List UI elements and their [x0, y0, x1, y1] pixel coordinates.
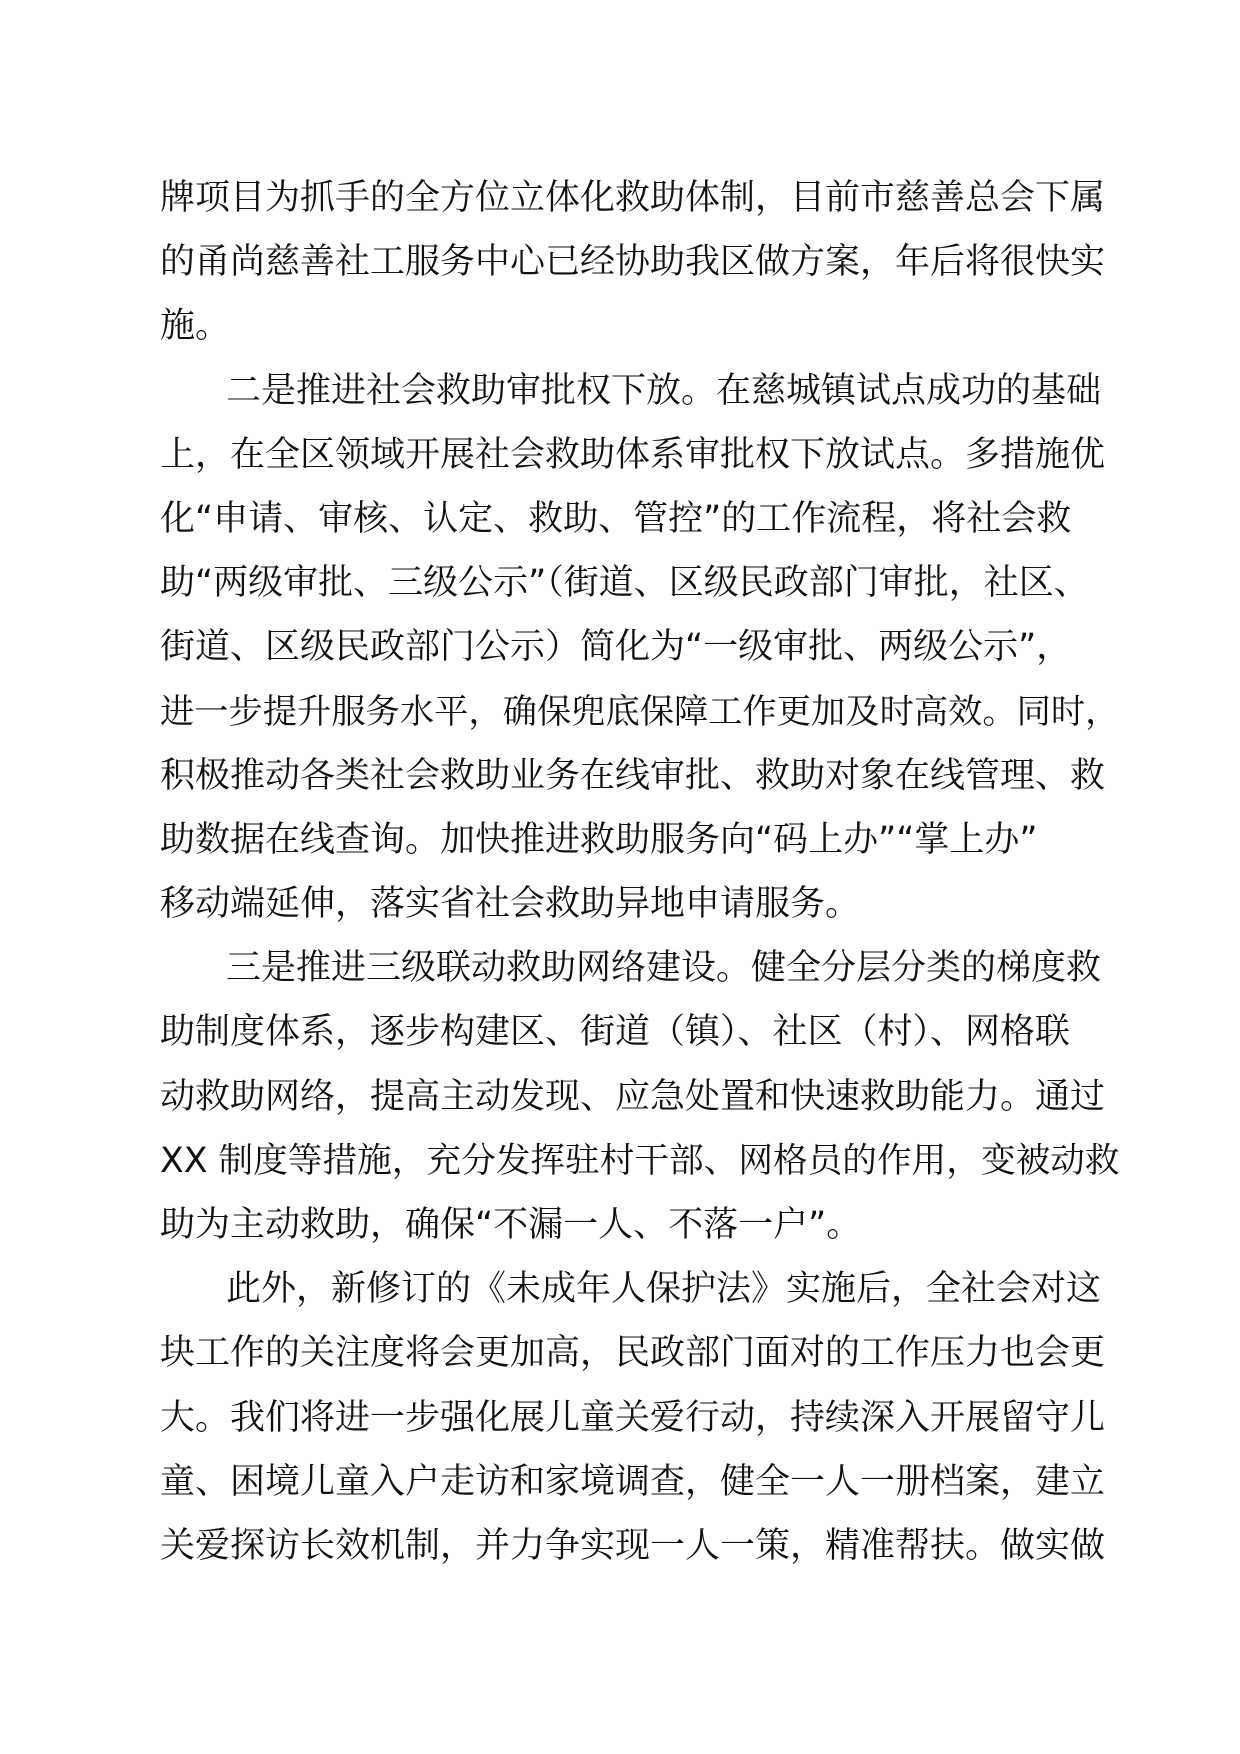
text-line: 上，在全区领域开展社会救助体系审批权下放试点。多措施优	[160, 434, 1106, 475]
text-line: XX 制度等措施，充分发挥驻村干部、网格员的作用，变被动救	[160, 1140, 1120, 1181]
text-line: 块工作的关注度将会更加高，民政部门面对的工作压力也会更	[160, 1333, 1106, 1374]
text-line: 助制度体系，逐步构建区、街道（镇）、社区（村）、网格联	[160, 1012, 1071, 1053]
text-line: 三是推进三级联动救助网络建设。健全分层分类的梯度救	[226, 948, 1102, 989]
text-line: 助数据在线查询。加快推进救助服务向“码上办”“掌上办”	[160, 819, 1038, 860]
text-line: 街道、区级民政部门公示）简化为“一级审批、两级公示”，	[160, 627, 1072, 668]
text-line: 积极推动各类社会救助业务在线审批、救助对象在线管理、救	[160, 755, 1106, 796]
text-line: 助为主动救助，确保“不漏一人、不落一户”。	[160, 1205, 862, 1245]
document-body	[160, 166, 1120, 1578]
text-line: 化“申请、审核、认定、救助、管控”的工作流程，将社会救	[160, 498, 1072, 539]
text-line: 动救助网络，提高主动发现、应急处置和快速救助能力。通过	[160, 1076, 1106, 1117]
text-line: 关爱探访长效机制，并力争实现一人一策，精准帮扶。做实做	[160, 1525, 1106, 1566]
text-line: 施。	[160, 306, 231, 347]
text-line: 进一步提升服务水平，确保兜底保障工作更加及时高效。同时，	[160, 691, 1120, 732]
text-line: 大。我们将进一步强化展儿童关爱行动，持续深入开展留守儿	[160, 1397, 1106, 1438]
text-line: 二是推进社会救助审批权下放。在慈城镇试点成功的基础	[226, 370, 1102, 411]
text-line: 助“两级审批、三级公示”（街道、区级民政部门审批，社区、	[160, 563, 1089, 604]
text-line: 童、困境儿童入户走访和家境调查，健全一人一册档案，建立	[160, 1461, 1106, 1502]
text-line: 的甬尚慈善社工服务中心已经协助我区做方案，年后将很快实	[160, 242, 1106, 283]
text-line: 此外，新修订的《未成年人保护法》实施后，全社会对这	[226, 1269, 1102, 1310]
text-line: 移动端延伸，落实省社会救助异地申请服务。	[160, 884, 861, 925]
text-line: 牌项目为抓手的全方位立体化救助体制，目前市慈善总会下属	[160, 178, 1106, 218]
